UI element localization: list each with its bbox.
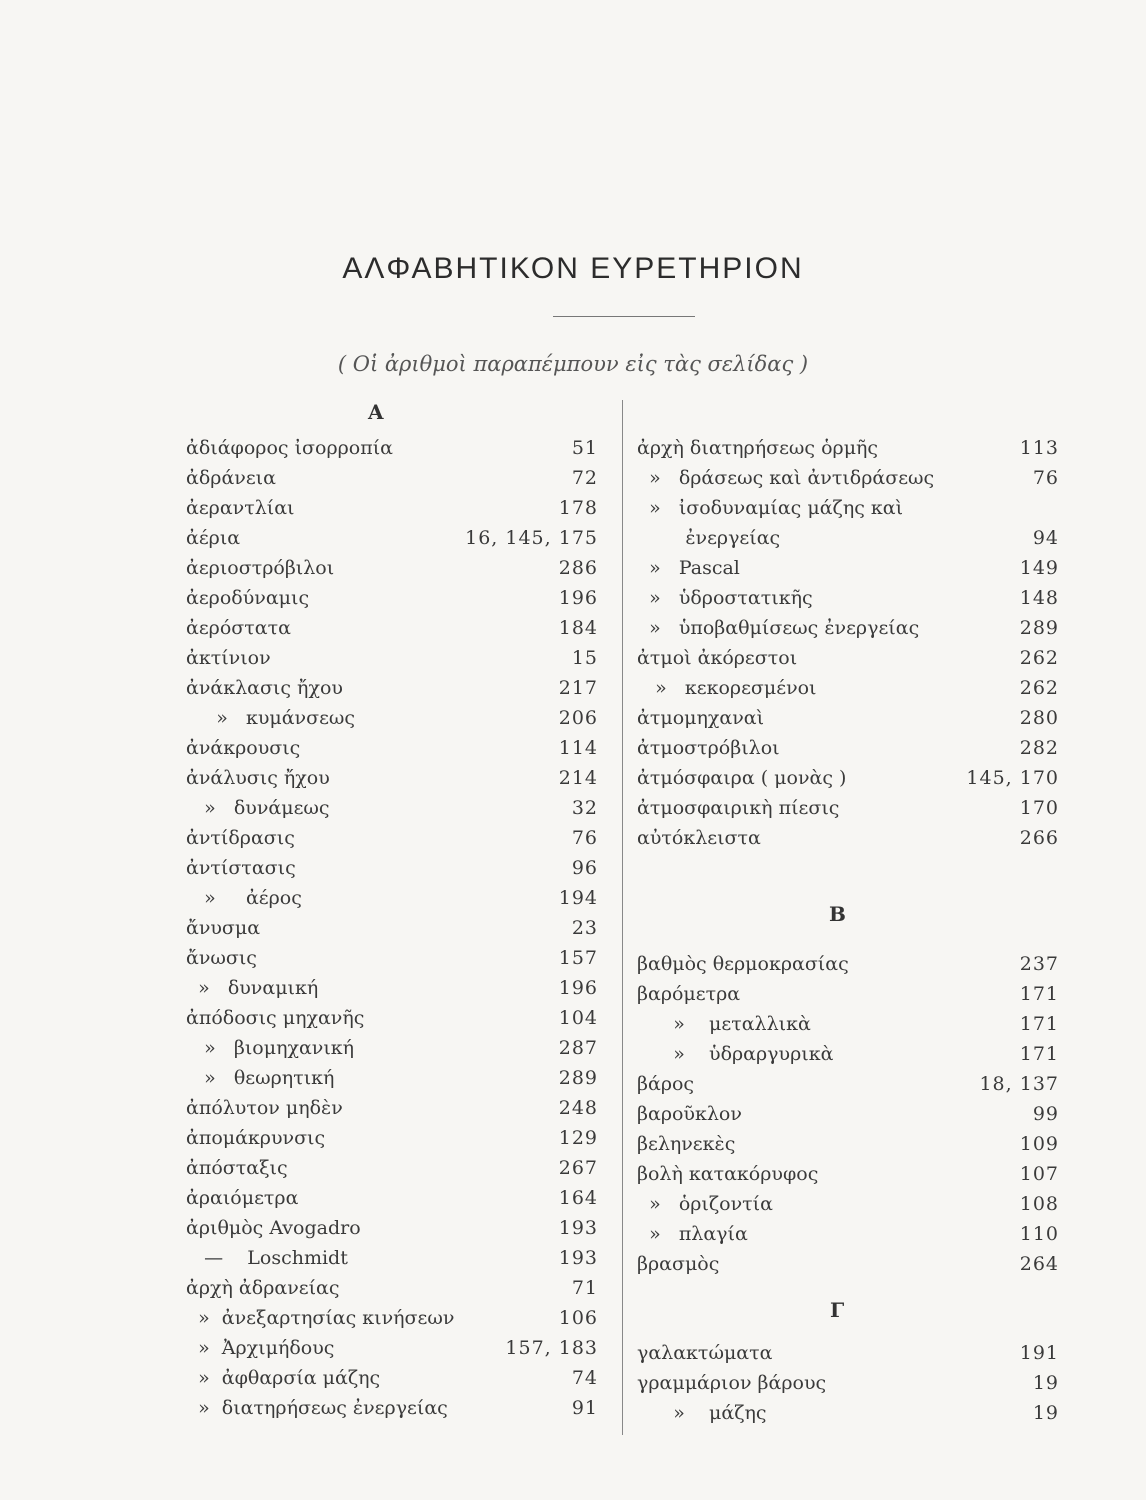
entry-term: » ἀέρος <box>186 887 302 909</box>
index-entry <box>186 733 598 763</box>
entry-term: ἀρχὴ διατηρήσεως ὁρμῆς <box>637 437 879 459</box>
entry-term: ἀτμομηχαναὶ <box>637 707 765 729</box>
index-entry <box>637 703 1059 733</box>
index-entry <box>186 913 598 943</box>
index-entry <box>186 853 598 883</box>
entry-term: ἀδιάφορος ἰσορροπία <box>186 437 393 459</box>
entry-term: ἀδράνεια <box>186 467 276 489</box>
index-entry <box>186 943 598 973</box>
entry-term: » δυνάμεως <box>186 797 330 819</box>
entry-term: γαλακτώματα <box>637 1342 773 1364</box>
entry-pages: 193 <box>558 1217 598 1239</box>
entry-term: » πλαγία <box>637 1223 748 1245</box>
index-entry <box>637 1338 1059 1368</box>
entry-pages: 171 <box>1019 1013 1059 1035</box>
entry-pages: 262 <box>1019 677 1059 699</box>
page-title: ΑΛΦΑΒΗΤΙΚΟΝ ΕΥΡΕΤΗΡΙΟΝ <box>342 252 804 285</box>
index-entry <box>186 433 598 463</box>
index-entry <box>637 1129 1059 1159</box>
entry-pages: 104 <box>558 1007 598 1029</box>
entry-pages: 164 <box>558 1187 598 1209</box>
right-column-g <box>637 1338 1059 1428</box>
entry-pages: 129 <box>558 1127 598 1149</box>
entry-pages: 266 <box>1019 827 1059 849</box>
index-entry <box>186 463 598 493</box>
entry-pages: 214 <box>558 767 598 789</box>
index-entry <box>637 1189 1059 1219</box>
entry-pages: 206 <box>558 707 598 729</box>
entry-pages: 15 <box>571 647 598 669</box>
column-divider <box>622 400 623 1435</box>
entry-pages: 148 <box>1019 587 1059 609</box>
entry-pages: 108 <box>1019 1193 1059 1215</box>
entry-pages: 196 <box>558 587 598 609</box>
index-entry <box>186 1213 598 1243</box>
index-entry <box>186 1153 598 1183</box>
entry-term: ἀτμόσφαιρα ( μονὰς ) <box>637 767 847 789</box>
entry-pages: 171 <box>1019 1043 1059 1065</box>
entry-pages: 74 <box>571 1367 598 1389</box>
index-entry <box>637 793 1059 823</box>
index-entry <box>186 883 598 913</box>
right-column-b <box>637 949 1059 1279</box>
index-entry <box>186 1063 598 1093</box>
entry-pages: 267 <box>558 1157 598 1179</box>
index-entry <box>637 949 1059 979</box>
entry-term: » δυναμική <box>186 977 319 999</box>
entry-pages: 157 <box>558 947 598 969</box>
entry-term: » μεταλλικὰ <box>637 1013 811 1035</box>
entry-term: βαροῦκλον <box>637 1103 742 1125</box>
entry-pages: 106 <box>558 1307 598 1329</box>
index-entry <box>186 1123 598 1153</box>
entry-term: ἀερόστατα <box>186 617 291 639</box>
entry-term: » ὑδραργυρικὰ <box>637 1043 834 1065</box>
index-entry <box>637 493 1059 523</box>
entry-pages: 193 <box>558 1247 598 1269</box>
entry-term: ἀριθμὸς Avogadro <box>186 1217 361 1239</box>
entry-term: ἀτμοστρόβιλοι <box>637 737 780 759</box>
entry-term: » κυμάνσεως <box>186 707 356 729</box>
entry-pages: 149 <box>1019 557 1059 579</box>
entry-term: » ἰσοδυναμίας μάζης καὶ <box>637 497 904 519</box>
entry-term: ἀπόλυτον μηδὲν <box>186 1097 343 1119</box>
entry-term: ἀεροδύναμις <box>186 587 310 609</box>
entry-pages: 107 <box>1019 1163 1059 1185</box>
index-entry <box>637 1009 1059 1039</box>
index-entry <box>637 1099 1059 1129</box>
index-entry <box>186 1033 598 1063</box>
index-entry <box>186 583 598 613</box>
entry-pages: 51 <box>571 437 598 459</box>
index-entry <box>186 1393 598 1423</box>
index-entry <box>186 1243 598 1273</box>
section-letter-b: Β <box>829 902 846 926</box>
index-entry <box>186 613 598 643</box>
index-entry <box>637 1069 1059 1099</box>
index-entry <box>637 553 1059 583</box>
entry-pages: 110 <box>1019 1223 1059 1245</box>
entry-pages: 19 <box>1032 1372 1059 1394</box>
entry-pages: 72 <box>571 467 598 489</box>
left-column <box>186 433 598 1423</box>
entry-term: ἀκτίνιον <box>186 647 271 669</box>
entry-pages: 280 <box>1019 707 1059 729</box>
entry-term: ἀεραντλίαι <box>186 497 295 519</box>
entry-term: » ὁριζοντία <box>637 1193 773 1215</box>
entry-term: » διατηρήσεως ἐνεργείας <box>186 1397 448 1419</box>
index-entry <box>637 823 1059 853</box>
entry-term: ἀπόσταξις <box>186 1157 288 1179</box>
entry-pages: 262 <box>1019 647 1059 669</box>
entry-term: ἀτμοσφαιρικὴ πίεσις <box>637 797 840 819</box>
entry-term: ἀρχὴ ἀδρανείας <box>186 1277 340 1299</box>
entry-term: ἀνάκρουσις <box>186 737 301 759</box>
entry-term: βολὴ κατακόρυφος <box>637 1163 819 1185</box>
entry-pages: 76 <box>571 827 598 849</box>
index-entry <box>637 1159 1059 1189</box>
entry-pages: 217 <box>558 677 598 699</box>
entry-term: » ἀνεξαρτησίας κινήσεων <box>186 1307 455 1329</box>
index-entry <box>637 979 1059 1009</box>
entry-term: ἀνάκλασις ἤχου <box>186 677 343 699</box>
entry-pages: 171 <box>1019 983 1059 1005</box>
entry-pages: 287 <box>558 1037 598 1059</box>
index-entry <box>637 463 1059 493</box>
entry-term: » Pascal <box>637 557 740 579</box>
entry-term: ἀπόδοσις μηχανῆς <box>186 1007 365 1029</box>
entry-term: » ὑδροστατικῆς <box>637 587 813 609</box>
entry-term: » ἀφθαρσία μάζης <box>186 1367 381 1389</box>
entry-term: ἀραιόμετρα <box>186 1187 299 1209</box>
entry-pages: 237 <box>1019 953 1059 975</box>
entry-term: αὐτόκλειστα <box>637 827 761 849</box>
index-entry <box>186 823 598 853</box>
entry-pages: 32 <box>571 797 598 819</box>
index-entry <box>186 1003 598 1033</box>
entry-pages: 113 <box>1019 437 1059 459</box>
index-entry <box>637 733 1059 763</box>
entry-pages: 157, 183 <box>505 1337 598 1359</box>
entry-term: βρασμὸς <box>637 1253 720 1275</box>
entry-pages: 248 <box>558 1097 598 1119</box>
entry-term: ἀπομάκρυνσις <box>186 1127 326 1149</box>
index-entry <box>186 523 598 553</box>
index-entry <box>637 523 1059 553</box>
entry-term: ἐνεργείας <box>637 527 781 549</box>
index-entry <box>186 1183 598 1213</box>
index-entry <box>186 703 598 733</box>
entry-term: » κεκορεσμένοι <box>637 677 817 699</box>
index-entry <box>637 1398 1059 1428</box>
entry-term: βάρος <box>637 1073 695 1095</box>
index-entry <box>186 1333 598 1363</box>
entry-term: βεληνεκὲς <box>637 1133 736 1155</box>
index-entry <box>637 673 1059 703</box>
index-entry <box>186 793 598 823</box>
index-entry <box>637 433 1059 463</box>
entry-pages: 109 <box>1019 1133 1059 1155</box>
index-entry <box>637 1219 1059 1249</box>
entry-term: » βιομηχανική <box>186 1037 355 1059</box>
entry-pages: 71 <box>571 1277 598 1299</box>
entry-pages: 264 <box>1019 1253 1059 1275</box>
index-entry <box>637 1368 1059 1398</box>
entry-pages: 94 <box>1032 527 1059 549</box>
entry-pages: 16, 145, 175 <box>465 527 598 549</box>
entry-pages: 76 <box>1032 467 1059 489</box>
index-entry <box>637 1249 1059 1279</box>
index-entry <box>186 973 598 1003</box>
entry-term: ἄνυσμα <box>186 917 261 939</box>
entry-term: ἀέρια <box>186 527 241 549</box>
index-entry <box>637 643 1059 673</box>
title-underline <box>553 316 695 317</box>
index-entry <box>186 1273 598 1303</box>
entry-pages: 23 <box>571 917 598 939</box>
index-entry <box>186 763 598 793</box>
entry-pages: 289 <box>1019 617 1059 639</box>
entry-term: βαρόμετρα <box>637 983 741 1005</box>
index-entry <box>186 673 598 703</box>
entry-pages: 289 <box>558 1067 598 1089</box>
entry-pages: 114 <box>558 737 598 759</box>
entry-term: ἀεριοστρόβιλοι <box>186 557 335 579</box>
index-entry <box>186 1363 598 1393</box>
entry-pages: 194 <box>558 887 598 909</box>
entry-term: » ὑποβαθμίσεως ἐνεργείας <box>637 617 920 639</box>
index-entry <box>637 1039 1059 1069</box>
entry-pages: 19 <box>1032 1402 1059 1424</box>
index-entry <box>186 1303 598 1333</box>
entry-term: ἀνάλυσις ἤχου <box>186 767 330 789</box>
entry-term: ἀντίστασις <box>186 857 296 879</box>
right-column-a <box>637 433 1059 853</box>
section-letter-g: Γ <box>830 1298 845 1322</box>
index-entry <box>186 553 598 583</box>
entry-pages: 170 <box>1019 797 1059 819</box>
entry-pages: 91 <box>571 1397 598 1419</box>
entry-pages: 145, 170 <box>966 767 1059 789</box>
entry-term: » Ἀρχιμήδους <box>186 1337 335 1359</box>
entry-term: ἀτμοὶ ἀκόρεστοι <box>637 647 798 669</box>
entry-pages: 191 <box>1019 1342 1059 1364</box>
entry-term: » δράσεως καὶ ἀντιδράσεως <box>637 467 935 489</box>
entry-term: » μάζης <box>637 1402 767 1424</box>
entry-pages: 18, 137 <box>979 1073 1059 1095</box>
entry-pages: 178 <box>558 497 598 519</box>
page-subtitle: ( Οἱ ἀριθμοὶ παραπέμπουν εἰς τὰς σελίδας ) <box>337 352 809 376</box>
entry-pages: 196 <box>558 977 598 999</box>
entry-term: γραμμάριον βάρους <box>637 1372 827 1394</box>
index-entry <box>637 613 1059 643</box>
index-entry <box>637 763 1059 793</box>
entry-pages: 286 <box>558 557 598 579</box>
entry-term: » θεωρητική <box>186 1067 335 1089</box>
index-entry <box>637 583 1059 613</box>
entry-pages: 96 <box>571 857 598 879</box>
entry-pages: 282 <box>1019 737 1059 759</box>
index-entry <box>186 1093 598 1123</box>
index-entry <box>186 643 598 673</box>
entry-term: — Loschmidt <box>186 1247 348 1269</box>
entry-term: ἄνωσις <box>186 947 257 969</box>
entry-pages: 184 <box>558 617 598 639</box>
entry-pages: 99 <box>1032 1103 1059 1125</box>
index-entry <box>186 493 598 523</box>
section-letter-a: Α <box>368 400 384 424</box>
entry-term: ἀντίδρασις <box>186 827 295 849</box>
entry-term: βαθμὸς θερμοκρασίας <box>637 953 849 975</box>
